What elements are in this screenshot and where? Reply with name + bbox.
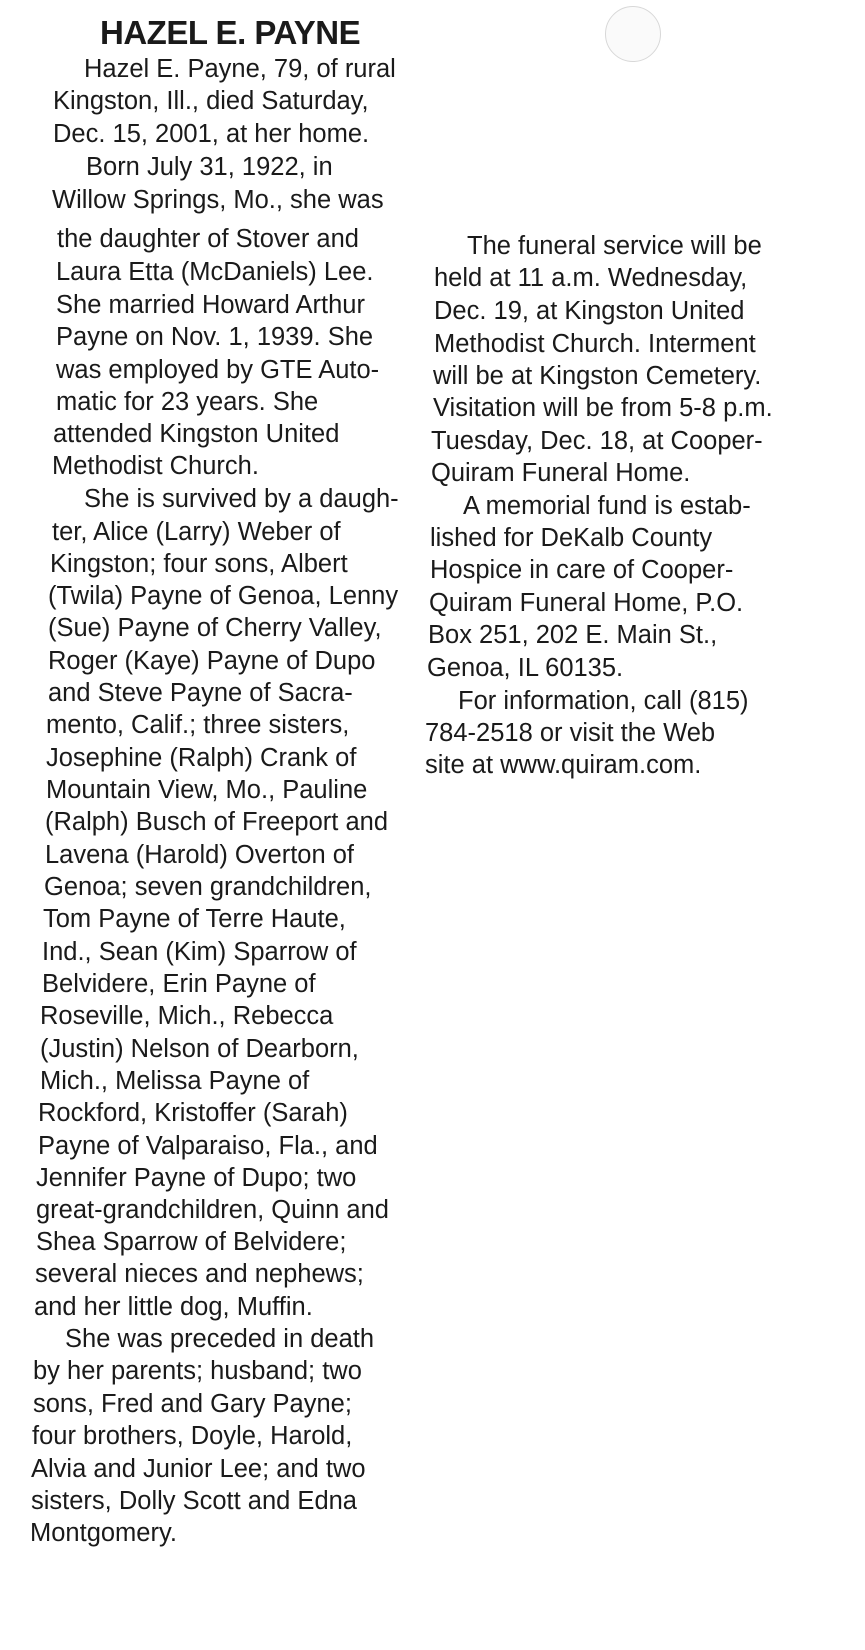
obituary-headline: HAZEL E. PAYNE: [100, 14, 361, 51]
left-column-line: Willow Springs, Mo., she was: [52, 186, 384, 214]
left-column-line: the daughter of Stover and: [57, 225, 359, 253]
right-column-line: Quiram Funeral Home.: [431, 459, 691, 487]
left-column-line: Hazel E. Payne, 79, of rural: [84, 55, 396, 83]
left-column-line: Shea Sparrow of Belvidere;: [36, 1228, 347, 1256]
left-column-line: mento, Calif.; three sisters,: [46, 711, 350, 739]
left-column-line: (Twila) Payne of Genoa, Lenny: [48, 582, 399, 610]
left-column-line: Roseville, Mich., Rebecca: [40, 1002, 334, 1030]
left-column-line: great-grandchildren, Quinn and: [36, 1196, 389, 1224]
left-column-line: Mountain View, Mo., Pauline: [46, 776, 368, 804]
left-column-line: She was preceded in death: [65, 1325, 375, 1353]
right-column-line: 784-2518 or visit the Web: [425, 719, 716, 747]
left-column-line: (Justin) Nelson of Dearborn,: [40, 1035, 359, 1063]
left-column-line: Payne of Valparaiso, Fla., and: [38, 1132, 378, 1160]
right-column-line: Quiram Funeral Home, P.O.: [429, 589, 744, 617]
right-column-line: A memorial fund is estab-: [463, 492, 751, 520]
left-column-line: Methodist Church.: [52, 452, 259, 480]
left-column-line: was employed by GTE Auto-: [56, 356, 380, 384]
left-column-line: (Ralph) Busch of Freeport and: [45, 808, 389, 836]
right-column-line: Hospice in care of Cooper-: [430, 556, 734, 584]
left-column-line: Born July 31, 1922, in: [86, 153, 333, 181]
left-column-line: sisters, Dolly Scott and Edna: [31, 1487, 357, 1515]
left-column-line: four brothers, Doyle, Harold,: [32, 1422, 353, 1450]
left-column-line: (Sue) Payne of Cherry Valley,: [48, 614, 382, 642]
left-column-line: Alvia and Junior Lee; and two: [31, 1455, 366, 1483]
punch-hole: [605, 6, 661, 62]
left-column-line: ter, Alice (Larry) Weber of: [52, 518, 341, 546]
left-column-line: Josephine (Ralph) Crank of: [46, 744, 357, 772]
left-column-line: Montgomery.: [30, 1519, 177, 1547]
left-column-line: and her little dog, Muffin.: [34, 1293, 313, 1321]
right-column-line: Box 251, 202 E. Main St.,: [428, 621, 718, 649]
right-column-line: site at www.quiram.com.: [425, 751, 702, 779]
left-column-line: Belvidere, Erin Payne of: [42, 970, 316, 998]
left-column-line: and Steve Payne of Sacra-: [48, 679, 353, 707]
left-column-line: She married Howard Arthur: [56, 291, 365, 319]
right-column-line: Visitation will be from 5-8 p.m.: [433, 394, 773, 422]
left-column-line: Kingston, Ill., died Saturday,: [53, 87, 369, 115]
left-column-line: several nieces and nephews;: [35, 1260, 364, 1288]
right-column-line: Genoa, IL 60135.: [427, 654, 624, 682]
left-column-line: matic for 23 years. She: [56, 388, 319, 416]
left-column-line: by her parents; husband; two: [33, 1357, 362, 1385]
left-column-line: Ind., Sean (Kim) Sparrow of: [42, 938, 357, 966]
right-column-line: Dec. 19, at Kingston United: [434, 297, 745, 325]
left-column-line: Lavena (Harold) Overton of: [45, 841, 354, 869]
left-column-line: Payne on Nov. 1, 1939. She: [56, 323, 374, 351]
right-column-line: For information, call (815): [458, 687, 749, 715]
left-column-line: Genoa; seven grandchildren,: [44, 873, 372, 901]
left-column-line: Mich., Melissa Payne of: [40, 1067, 310, 1095]
left-column-line: Laura Etta (McDaniels) Lee.: [56, 258, 374, 286]
left-column-line: Rockford, Kristoffer (Sarah): [38, 1099, 348, 1127]
right-column-line: The funeral service will be: [467, 232, 762, 260]
left-column-line: sons, Fred and Gary Payne;: [33, 1390, 352, 1418]
left-column-line: She is survived by a daugh-: [84, 485, 399, 513]
left-column-line: Jennifer Payne of Dupo; two: [36, 1164, 357, 1192]
right-column-line: held at 11 a.m. Wednesday,: [434, 264, 748, 292]
right-column-line: lished for DeKalb County: [430, 524, 713, 552]
left-column-line: Roger (Kaye) Payne of Dupo: [48, 647, 376, 675]
right-column-line: Methodist Church. Interment: [434, 330, 756, 358]
left-column-line: Tom Payne of Terre Haute,: [43, 905, 346, 933]
left-column-line: Dec. 15, 2001, at her home.: [53, 120, 370, 148]
right-column-line: Tuesday, Dec. 18, at Cooper-: [431, 427, 763, 455]
left-column-line: Kingston; four sons, Albert: [50, 550, 348, 578]
left-column-line: attended Kingston United: [53, 420, 340, 448]
right-column-line: will be at Kingston Cemetery.: [433, 362, 762, 390]
